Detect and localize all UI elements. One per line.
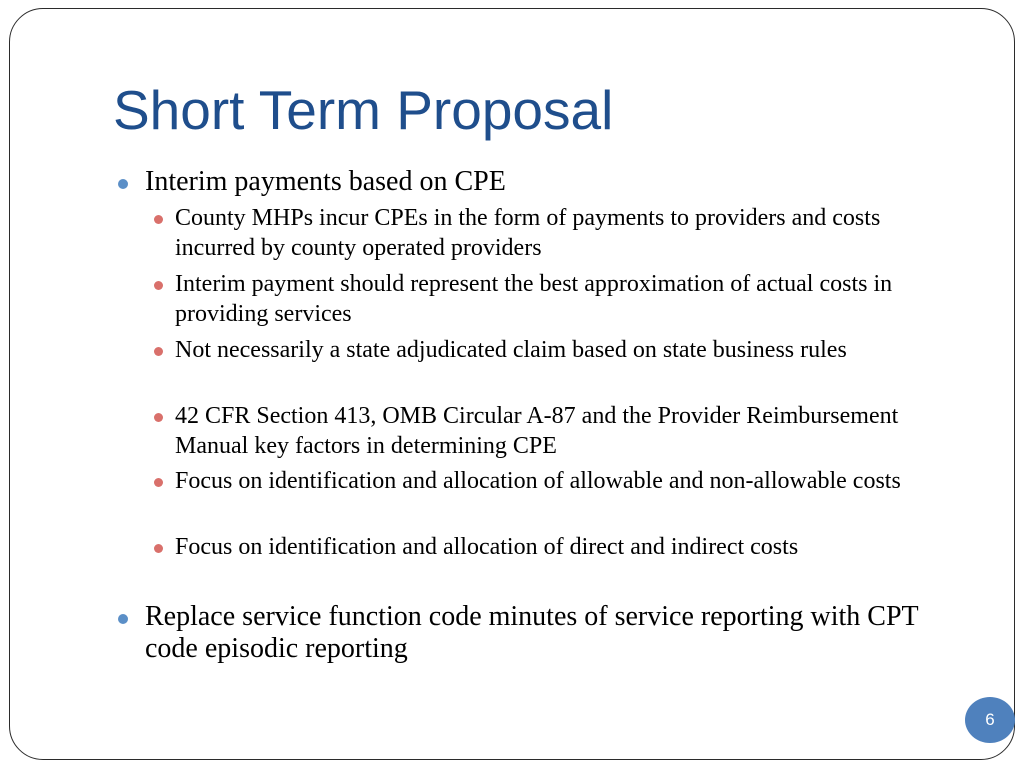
- bullet-item: [145, 166, 965, 198]
- bullet-marker: [118, 179, 128, 189]
- sub-bullet-text: 42 CFR Section 413, OMB Circular A-87 and the Provider Reimbursement Manual key factors in determining CPE: [175, 403, 899, 459]
- sub-bullet-item: [175, 336, 965, 366]
- sub-bullet-marker: [154, 281, 163, 290]
- sub-bullet-marker: [154, 413, 163, 422]
- sub-bullet-marker: [154, 544, 163, 553]
- bullet-text: Interim payments based on CPE: [145, 166, 506, 197]
- bullet-text: Replace service function code minutes of service reporting with CPT code episodic reporting: [145, 601, 919, 664]
- sub-bullet-text: Not necessarily a state adjudicated claim based on state business rules: [175, 337, 847, 363]
- bullet-item: [145, 601, 965, 665]
- page-number-badge: 6: [965, 697, 1015, 743]
- sub-bullet-marker: [154, 215, 163, 224]
- bullet-marker: [118, 614, 128, 624]
- sub-bullet-text: Focus on identification and allocation of direct and indirect costs: [175, 534, 799, 560]
- sub-bullet-item: [175, 533, 965, 563]
- sub-bullet-marker: [154, 478, 163, 487]
- sub-bullet-item: [175, 467, 965, 497]
- sub-bullet-marker: [154, 347, 163, 356]
- slide-title: Short Term Proposal: [113, 79, 614, 141]
- sub-bullet-text: Interim payment should represent the best approximation of actual costs in providing services: [175, 271, 893, 327]
- sub-bullet-item: [175, 270, 965, 329]
- sub-bullet-item: [175, 204, 965, 263]
- sub-bullet-text: Focus on identification and allocation of allowable and non-allowable costs: [175, 468, 901, 494]
- sub-bullet-item: [175, 402, 965, 461]
- sub-bullet-text: County MHPs incur CPEs in the form of payments to providers and costs incurred by county operated providers: [175, 205, 881, 261]
